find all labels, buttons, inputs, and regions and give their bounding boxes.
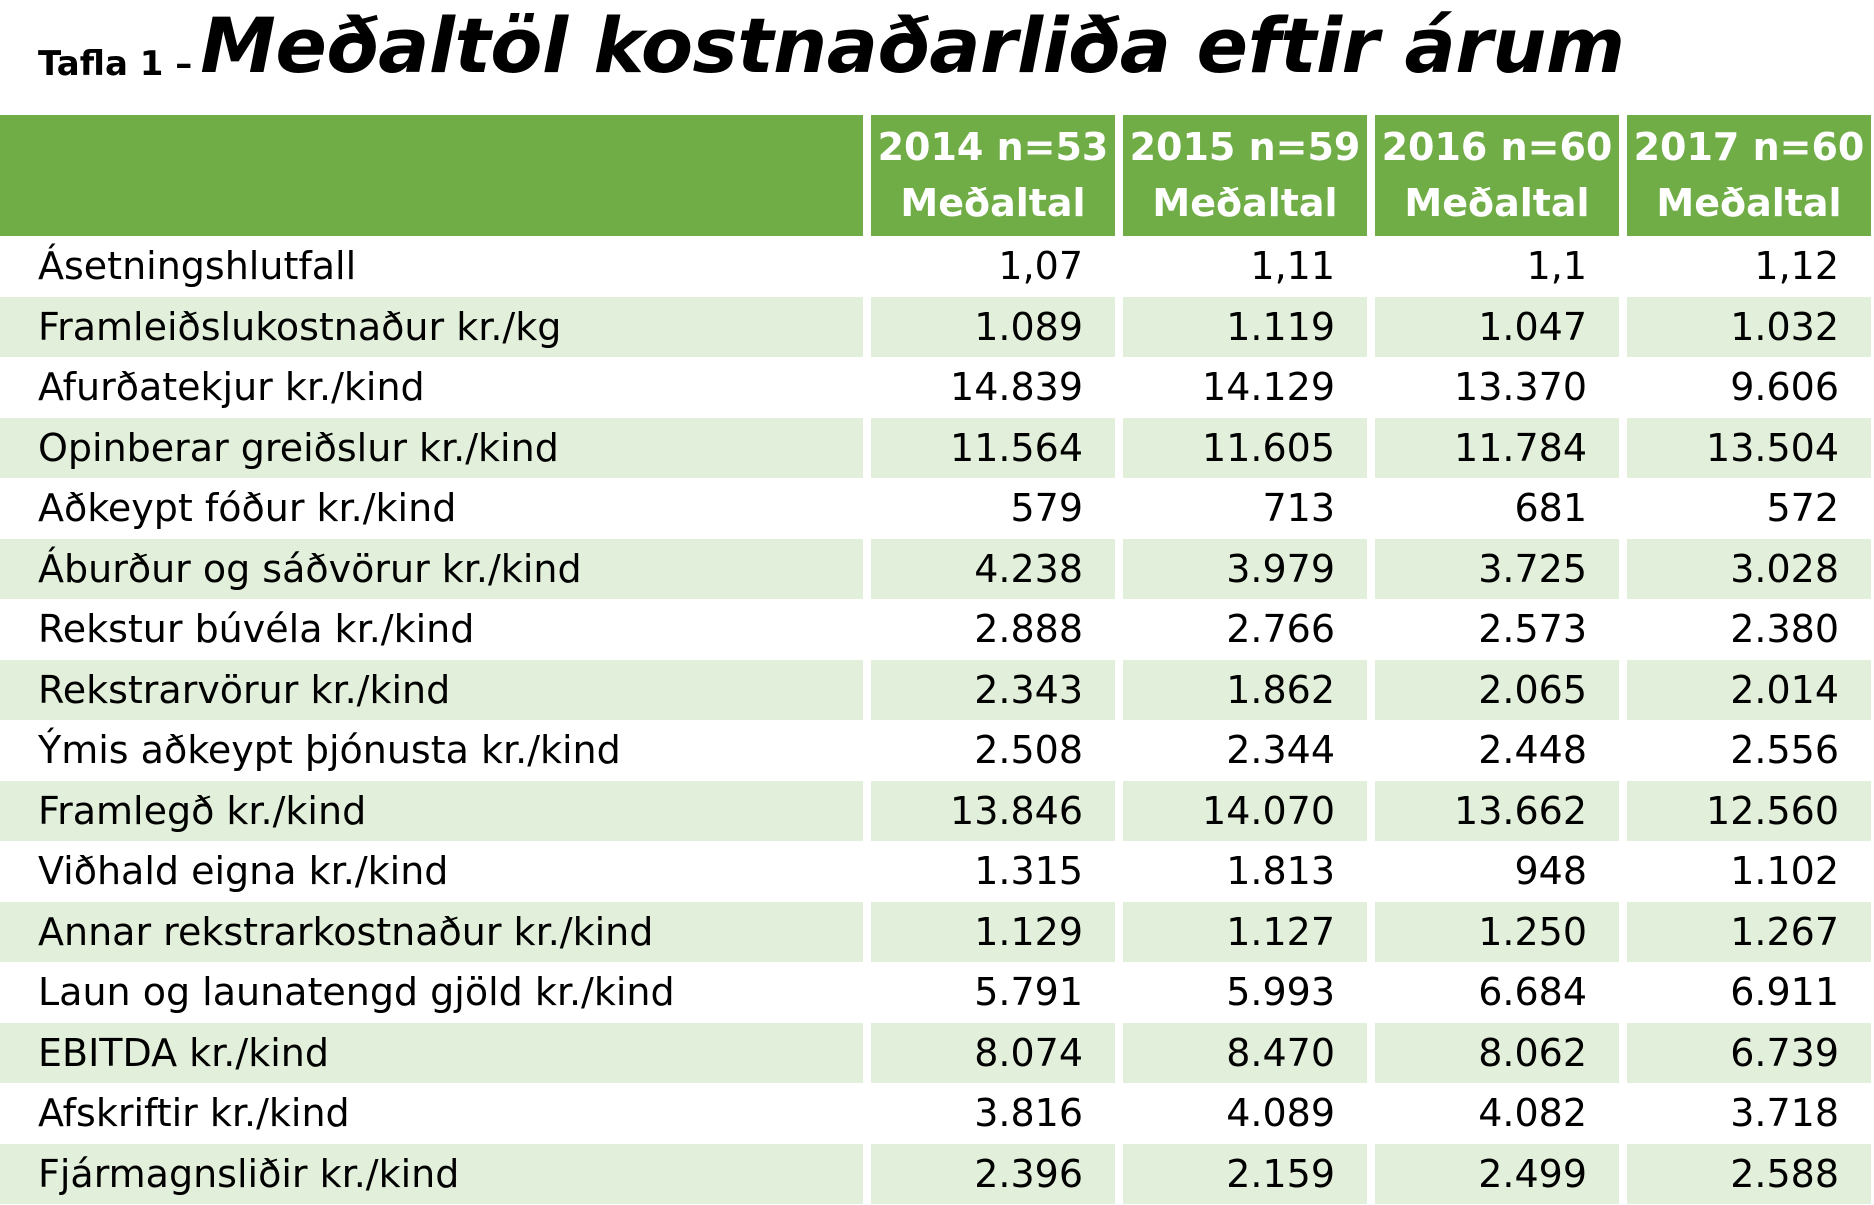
cell-value: 2.448 [1478, 728, 1587, 773]
table-row [0, 478, 1871, 539]
cell-value: 948 [1514, 849, 1587, 894]
cell-value: 1.129 [871, 902, 1115, 963]
cost-table [0, 115, 1874, 1204]
cell-value: 1.089 [871, 297, 1115, 358]
table-row [0, 720, 1871, 781]
cell-value: 1.315 [974, 849, 1083, 894]
header-year: 2015 n=59 [1129, 125, 1361, 170]
cell-value: 5.993 [1226, 970, 1335, 1015]
header-col-2015 [1123, 115, 1367, 236]
header-row [0, 115, 1871, 236]
cell-value: 2.556 [1730, 728, 1839, 773]
row-label: Afurðatekjur kr./kind [38, 365, 425, 410]
cell-value: 1,1 [1526, 244, 1587, 289]
cell-value: 2.344 [1226, 728, 1335, 773]
table-row [0, 962, 1871, 1023]
table-title [38, 0, 1625, 114]
cell-value: 1,07 [998, 244, 1083, 289]
cell-value: 4.089 [1226, 1091, 1335, 1136]
cell-value: 681 [1514, 486, 1587, 531]
cell-value: 8.062 [1375, 1023, 1619, 1084]
row-label: Ýmis aðkeypt þjónusta kr./kind [38, 728, 621, 773]
cell-value: 3.718 [1730, 1091, 1839, 1136]
header-col-2016 [1375, 115, 1619, 236]
table-row [0, 781, 1871, 842]
cell-value: 5.791 [974, 970, 1083, 1015]
header-stat: Meðaltal [1152, 180, 1338, 225]
cell-value: 2.766 [1226, 607, 1335, 652]
table-row [0, 1144, 1871, 1205]
cell-value: 14.129 [1202, 365, 1335, 410]
cell-value: 3.979 [1123, 539, 1367, 600]
cell-value: 1.127 [1123, 902, 1367, 963]
cell-value: 12.560 [1627, 781, 1871, 842]
table-row [0, 297, 1871, 358]
cell-value: 1.813 [1226, 849, 1335, 894]
cell-value: 2.888 [974, 607, 1083, 652]
cell-value: 13.846 [871, 781, 1115, 842]
table-body [0, 236, 1871, 1204]
cell-value: 6.684 [1478, 970, 1587, 1015]
cell-value: 1,11 [1250, 244, 1335, 289]
table-row [0, 902, 1871, 963]
row-label: Opinberar greiðslur kr./kind [0, 418, 863, 479]
row-label: Framlegð kr./kind [0, 781, 863, 842]
table-row [0, 841, 1871, 902]
row-label: Framleiðslukostnaður kr./kg [0, 297, 863, 358]
cell-value: 11.564 [871, 418, 1115, 479]
cell-value: 2.508 [974, 728, 1083, 773]
table-row [0, 539, 1871, 600]
cell-value: 6.911 [1730, 970, 1839, 1015]
row-label: Viðhald eigna kr./kind [38, 849, 449, 894]
cell-value: 2.588 [1627, 1144, 1871, 1205]
cell-value: 1.047 [1375, 297, 1619, 358]
cell-value: 2.159 [1123, 1144, 1367, 1205]
header-stat: Meðaltal [1656, 180, 1842, 225]
cell-value: 3.725 [1375, 539, 1619, 600]
row-label: Rekstrarvörur kr./kind [0, 660, 863, 721]
cell-value: 14.839 [950, 365, 1083, 410]
table-row [0, 357, 1871, 418]
table-row [0, 660, 1871, 721]
row-label: Ásetningshlutfall [38, 244, 357, 289]
cell-value: 3.816 [974, 1091, 1083, 1136]
cell-value: 579 [1010, 486, 1083, 531]
cell-value: 13.370 [1454, 365, 1587, 410]
cell-value: 1.267 [1627, 902, 1871, 963]
title-main: Meðaltöl kostnaðarliða eftir árum [200, 1, 1625, 90]
row-label: Afskriftir kr./kind [38, 1091, 350, 1136]
row-label: Annar rekstrarkostnaður kr./kind [0, 902, 863, 963]
header-col-2017 [1627, 115, 1871, 236]
table-row [0, 1023, 1871, 1084]
cell-value: 2.014 [1627, 660, 1871, 721]
row-label: EBITDA kr./kind [0, 1023, 863, 1084]
cell-value: 11.605 [1123, 418, 1367, 479]
header-corner [0, 115, 863, 236]
cell-value: 2.065 [1375, 660, 1619, 721]
table-row [0, 599, 1871, 660]
cell-value: 14.070 [1123, 781, 1367, 842]
cell-value: 1.102 [1730, 849, 1839, 894]
cell-value: 2.343 [871, 660, 1115, 721]
cell-value: 572 [1766, 486, 1839, 531]
cell-value: 1.032 [1627, 297, 1871, 358]
cell-value: 8.074 [871, 1023, 1115, 1084]
cell-value: 1.250 [1375, 902, 1619, 963]
table-row [0, 236, 1871, 297]
title-prefix: Tafla 1 – [38, 44, 193, 84]
cell-value: 9.606 [1730, 365, 1839, 410]
header-stat: Meðaltal [900, 180, 1086, 225]
row-label: Laun og launatengd gjöld kr./kind [38, 970, 675, 1015]
cell-value: 2.396 [871, 1144, 1115, 1205]
cell-value: 1,12 [1754, 244, 1839, 289]
cell-value: 713 [1262, 486, 1335, 531]
cell-value: 3.028 [1627, 539, 1871, 600]
table-row [0, 418, 1871, 479]
cell-value: 4.238 [871, 539, 1115, 600]
header-col-2014 [871, 115, 1115, 236]
cell-value: 2.499 [1375, 1144, 1619, 1205]
row-label: Fjármagnsliðir kr./kind [0, 1144, 863, 1205]
header-year: 2017 n=60 [1633, 125, 1865, 170]
cell-value: 8.470 [1123, 1023, 1367, 1084]
row-label: Áburður og sáðvörur kr./kind [0, 539, 863, 600]
cell-value: 1.862 [1123, 660, 1367, 721]
row-label: Rekstur búvéla kr./kind [38, 607, 475, 652]
cell-value: 1.119 [1123, 297, 1367, 358]
cell-value: 11.784 [1375, 418, 1619, 479]
cell-value: 4.082 [1478, 1091, 1587, 1136]
cell-value: 13.504 [1627, 418, 1871, 479]
cell-value: 2.380 [1730, 607, 1839, 652]
header-year: 2014 n=53 [877, 125, 1109, 170]
cell-value: 13.662 [1375, 781, 1619, 842]
cell-value: 6.739 [1627, 1023, 1871, 1084]
row-label: Aðkeypt fóður kr./kind [38, 486, 457, 531]
table-row [0, 1083, 1871, 1144]
cell-value: 2.573 [1478, 607, 1587, 652]
header-stat: Meðaltal [1404, 180, 1590, 225]
header-year: 2016 n=60 [1381, 125, 1613, 170]
